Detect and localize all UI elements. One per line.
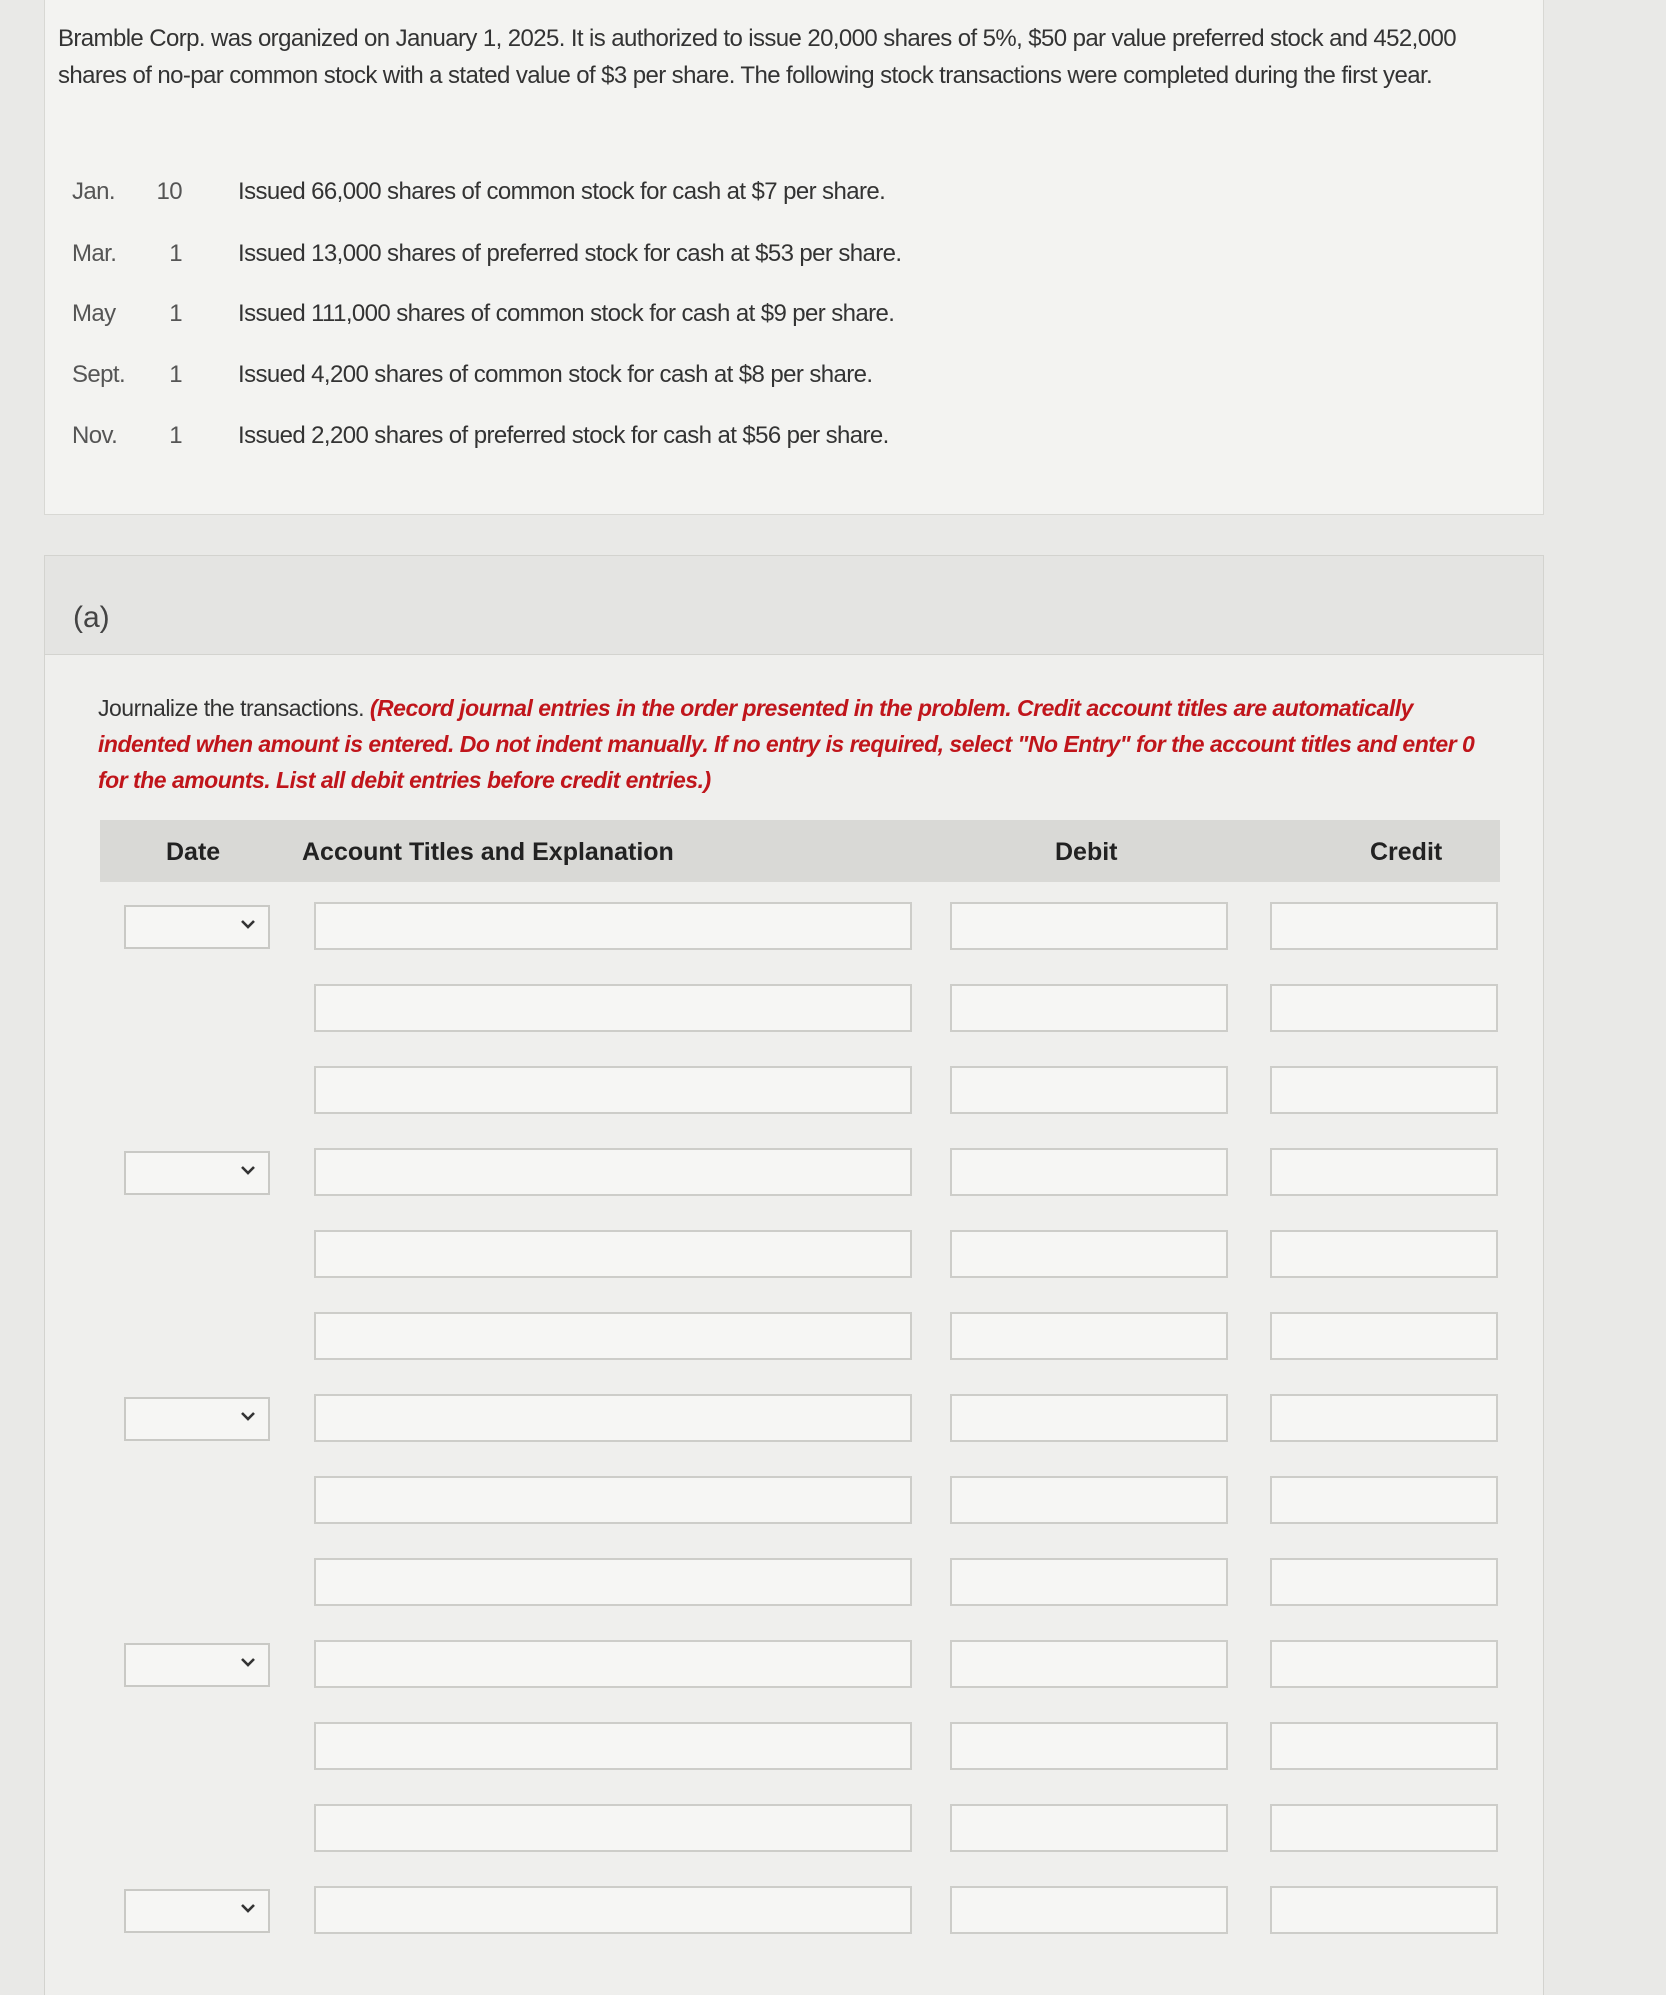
- date-select[interactable]: [124, 1643, 270, 1687]
- debit-input[interactable]: [950, 902, 1228, 950]
- account-title-input[interactable]: [314, 1066, 912, 1114]
- credit-input[interactable]: [1270, 1804, 1498, 1852]
- account-title-input[interactable]: [314, 1230, 912, 1278]
- debit-input[interactable]: [950, 1640, 1228, 1688]
- transaction-day: 10: [156, 178, 182, 205]
- credit-input[interactable]: [1270, 1066, 1498, 1114]
- account-title-input[interactable]: [314, 1886, 912, 1934]
- transaction-description: Issued 111,000 shares of common stock for cash at $9 per share.: [238, 300, 895, 327]
- journal-table-header: [100, 820, 1500, 882]
- header-account-titles: Account Titles and Explanation: [302, 838, 674, 866]
- debit-input[interactable]: [950, 1558, 1228, 1606]
- transaction-day: 1: [169, 240, 182, 267]
- date-select[interactable]: [124, 1151, 270, 1195]
- part-header: [44, 555, 1544, 655]
- debit-input[interactable]: [950, 1230, 1228, 1278]
- transaction-month: Jan.: [72, 178, 115, 205]
- transaction-row: [72, 361, 972, 395]
- account-title-input[interactable]: [314, 1640, 912, 1688]
- debit-input[interactable]: [950, 984, 1228, 1032]
- transaction-day: 1: [169, 422, 182, 449]
- chevron-down-icon: [238, 914, 258, 934]
- transaction-day: 1: [169, 300, 182, 327]
- chevron-down-icon: [238, 1898, 258, 1918]
- credit-input[interactable]: [1270, 902, 1498, 950]
- transaction-row: [72, 178, 972, 212]
- instructions-lead: Journalize the transactions.: [98, 695, 364, 721]
- credit-input[interactable]: [1270, 1886, 1498, 1934]
- account-title-input[interactable]: [314, 984, 912, 1032]
- credit-input[interactable]: [1270, 1558, 1498, 1606]
- debit-input[interactable]: [950, 1148, 1228, 1196]
- instructions-note: (Record journal entries in the order presented in the problem. Credit account titles are automatically indented when amount is entered. Do not indent manually. If no entry is required, select "No Entry" for the account titles and enter 0 for the amounts. List all debit entries before credit entries.): [98, 695, 1475, 793]
- debit-input[interactable]: [950, 1722, 1228, 1770]
- debit-input[interactable]: [950, 1312, 1228, 1360]
- chevron-down-icon: [238, 1160, 258, 1180]
- credit-input[interactable]: [1270, 1476, 1498, 1524]
- transaction-month: Nov.: [72, 422, 118, 449]
- transaction-month: May: [72, 300, 116, 327]
- part-label: (a): [73, 601, 110, 634]
- credit-input[interactable]: [1270, 1312, 1498, 1360]
- transaction-month: Mar.: [72, 240, 117, 267]
- header-date: Date: [166, 838, 221, 866]
- transaction-row: [72, 422, 972, 456]
- date-select[interactable]: [124, 905, 270, 949]
- debit-input[interactable]: [950, 1804, 1228, 1852]
- credit-input[interactable]: [1270, 1230, 1498, 1278]
- transaction-month: Sept.: [72, 361, 126, 388]
- transaction-description: Issued 2,200 shares of preferred stock for cash at $56 per share.: [238, 422, 889, 449]
- transaction-description: Issued 13,000 shares of preferred stock for cash at $53 per share.: [238, 240, 902, 267]
- account-title-input[interactable]: [314, 1804, 912, 1852]
- credit-input[interactable]: [1270, 1722, 1498, 1770]
- transaction-description: Issued 66,000 shares of common stock for cash at $7 per share.: [238, 178, 886, 205]
- account-title-input[interactable]: [314, 902, 912, 950]
- header-credit: Credit: [1370, 838, 1443, 866]
- date-select[interactable]: [124, 1397, 270, 1441]
- transaction-description: Issued 4,200 shares of common stock for cash at $8 per share.: [238, 361, 873, 388]
- account-title-input[interactable]: [314, 1476, 912, 1524]
- debit-input[interactable]: [950, 1394, 1228, 1442]
- chevron-down-icon: [238, 1406, 258, 1426]
- transaction-day: 1: [169, 361, 182, 388]
- credit-input[interactable]: [1270, 1394, 1498, 1442]
- account-title-input[interactable]: [314, 1558, 912, 1606]
- debit-input[interactable]: [950, 1886, 1228, 1934]
- transaction-row: [72, 240, 972, 274]
- credit-input[interactable]: [1270, 984, 1498, 1032]
- account-title-input[interactable]: [314, 1722, 912, 1770]
- chevron-down-icon: [238, 1652, 258, 1672]
- instructions: [98, 690, 1508, 798]
- account-title-input[interactable]: [314, 1148, 912, 1196]
- debit-input[interactable]: [950, 1476, 1228, 1524]
- header-debit: Debit: [1055, 838, 1118, 866]
- debit-input[interactable]: [950, 1066, 1228, 1114]
- account-title-input[interactable]: [314, 1312, 912, 1360]
- problem-intro: Bramble Corp. was organized on January 1, 2025. It is authorized to issue 20,000 shares of 5%, $50 par value preferred stock and 452,000 shares of no-par common stock with a stated value of $3 per share. The following stock transactions were completed during the first year.: [58, 25, 1456, 89]
- credit-input[interactable]: [1270, 1640, 1498, 1688]
- credit-input[interactable]: [1270, 1148, 1498, 1196]
- date-select[interactable]: [124, 1889, 270, 1933]
- transaction-row: [72, 300, 972, 334]
- account-title-input[interactable]: [314, 1394, 912, 1442]
